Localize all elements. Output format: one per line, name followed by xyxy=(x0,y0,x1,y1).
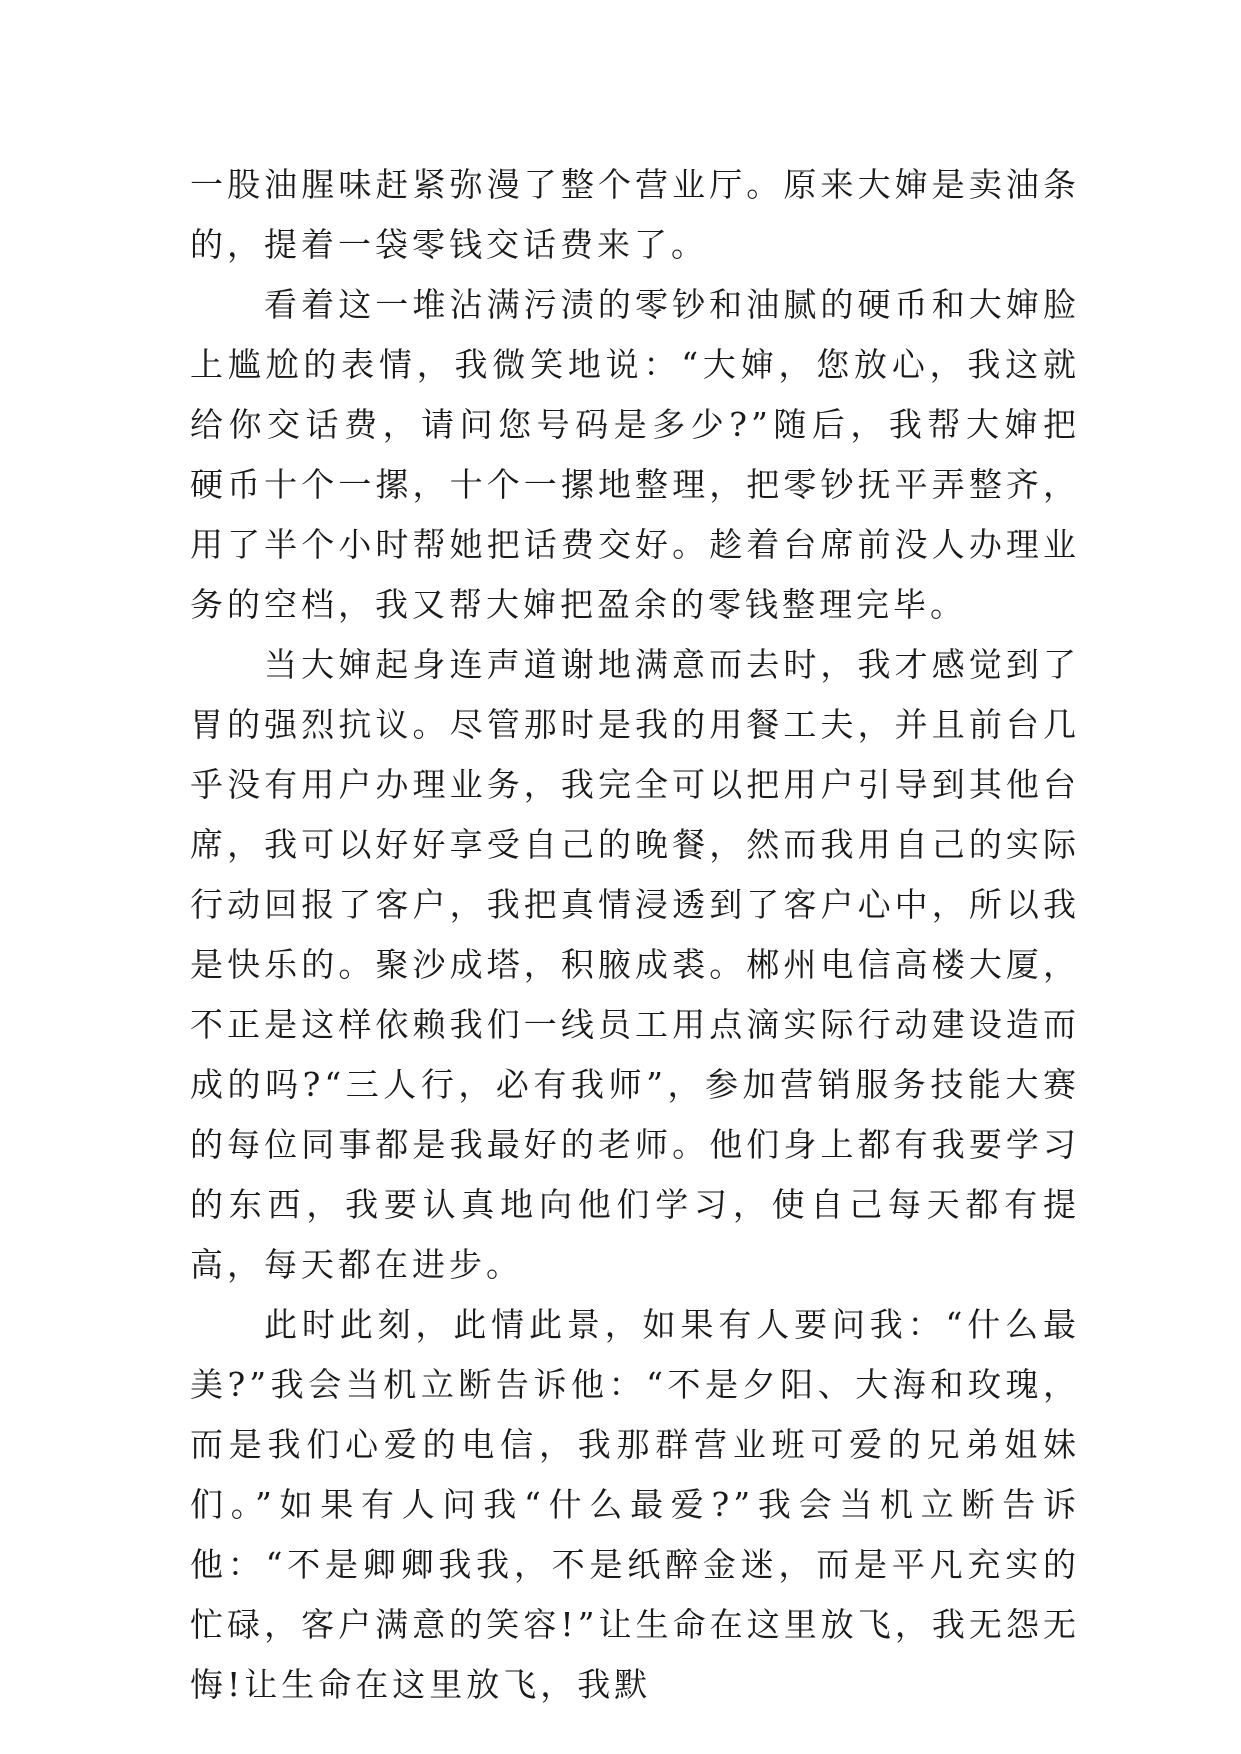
paragraph-2: 看着这一堆沾满污渍的零钞和油腻的硬币和大婶脸上尴尬的表情，我微笑地说：“大婶，您放心，我这就给你交话费，请问您号码是多少?”随后，我帮大婶把硬币十个一摞，十个一摞地整理，把零钞抚平弄整齐，用了半个小时帮她把话费交好。趁着台席前没人办理业务的空档，我又帮大婶把盈余的零钱整理完毕。 xyxy=(190,285,1080,624)
paragraph-1: 一股油腥味赶紧弥漫了整个营业厅。原来大婶是卖油条的，提着一袋零钱交话费来了。 xyxy=(190,165,1080,264)
paragraph-4: 此时此刻，此情此景，如果有人要问我：“什么最美?”我会当机立断告诉他：“不是夕阳、大海和玫瑰，而是我们心爱的电信，我那群营业班可爱的兄弟姐妹们。”如果有人问我“什么最爱?”我会当机立断告诉他：“不是卿卿我我，不是纸醉金迷，而是平凡充实的忙碌，客户满意的笑容!”让生命在这里放飞，我无怨无悔!让生命在这里放飞，我默 xyxy=(190,1305,1080,1704)
paragraph-3: 当大婶起身连声道谢地满意而去时，我才感觉到了胃的强烈抗议。尽管那时是我的用餐工夫，并且前台几乎没有用户办理业务，我完全可以把用户引导到其他台席，我可以好好享受自己的晚餐，然而我用自己的实际行动回报了客户，我把真情浸透到了客户心中，所以我是快乐的。聚沙成塔，积腋成裘。郴州电信高楼大厦，不正是这样依赖我们一线员工用点滴实际行动建设造而成的吗?“三人行，必有我师”，参加营销服务技能大赛的每位同事都是我最好的老师。他们身上都有我要学习的东西，我要认真地向他们学习，使自己每天都有提高，每天都在进步。 xyxy=(190,645,1080,1284)
body-text xyxy=(190,155,1080,1715)
